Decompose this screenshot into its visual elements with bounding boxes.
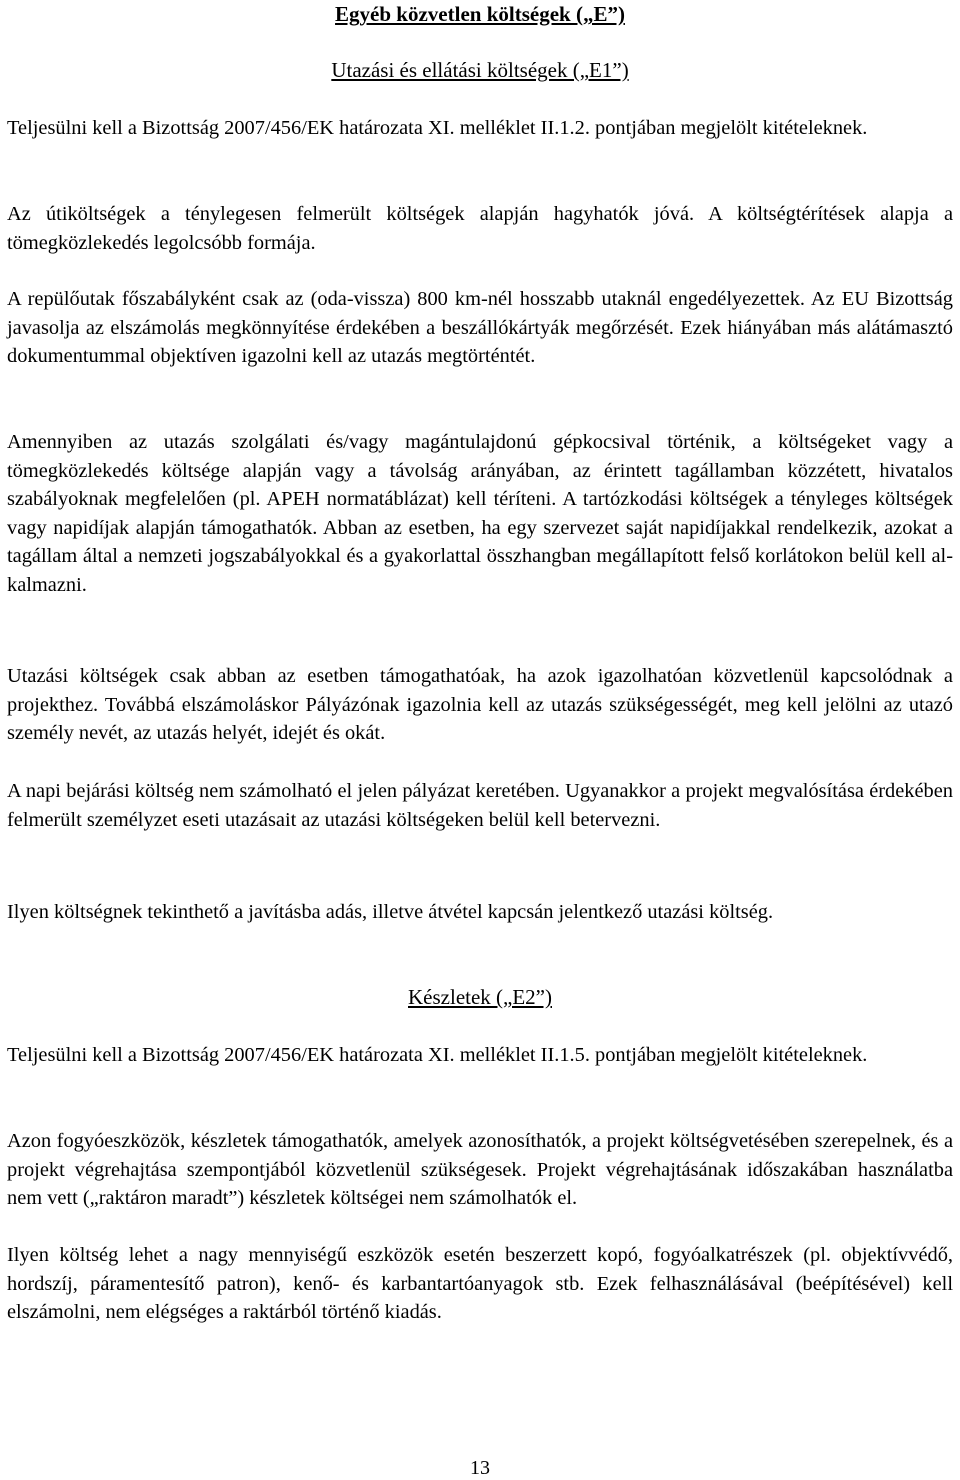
paragraph-commuting: A napi bejárási költség nem számolható el jelen pályázat keretében. Ugyanakkor a projekt megvalósítása érdekében felmerült személyzet eseti utazásait az utazási költségeken belül kell betervezni. — [7, 780, 953, 831]
paragraph-repair-travel: Ilyen költségnek tekinthető a javításba adás, illetve átvétel kapcsán jelentkező utazási költség. — [7, 901, 774, 923]
paragraph-supplies-requirements: Teljesülni kell a Bizottság 2007/456/EK határozata XI. melléklet II.1.5. pontjában megjelölt kitételeknek. — [7, 1044, 868, 1066]
paragraph-flights: A repülőutak főszabályként csak az (oda-vissza) 800 km-nél hosszabb utaknál engedélyezettek. Az EU Bizottság javasolja az elszámolás megkönnyítése érdekében a beszállókártyák megőrzését. Ezek hiányában más alátámasztó dokumentummal objektíven igazolni kell az utazás megtörténtét. — [7, 288, 953, 367]
document-title: Egyéb közvetlen költségek („E”) — [335, 2, 625, 26]
paragraph-supplies-eligibility: Azon fogyóeszközök, készletek támogathatók, amelyek azonosíthatók, a projekt költségvetésében szerepelnek, és a projekt végrehajtása szempontjából közvetlenül szükségesek. Projekt végrehajtásának időszakában használatba nem vett („raktáron maradt”) készletek költségei nem számolhatók el. — [7, 1130, 953, 1209]
paragraph-travel-requirements: Teljesülni kell a Bizottság 2007/456/EK határozata XI. melléklet II.1.2. pontjában megjelölt kitételeknek. — [7, 117, 868, 139]
section-heading-supplies: Készletek („E2”) — [408, 985, 552, 1009]
page-number: 13 — [470, 1457, 490, 1479]
paragraph-car-travel: Amennyiben az utazás szolgálati és/vagy magántulajdonú gépkocsival történik, a költségeket vagy a tömegközlekedés költsége alapján vagy a távolság arányában, az érintett tagállamban közzétett, hivatalos szabályoknak megfelelően (pl. APEH normatáblázat) kell téríteni. A tartózkodási költségek a tényleges költségek vagy napidíjak alapján támogathatók. Abban az esetben, ha egy szervezet saját napidíjakkal rendelkezik, azokat a tagállam által a nemzeti jogszabályokkal és a gyakorlattal összhangban megállapított felső korlátokon belül kell alkalmazni. — [7, 431, 953, 596]
paragraph-travel-costs: Az útiköltségek a ténylegesen felmerült költségek alapján hagyhatók jóvá. A költségtérítések alapja a tömegközlekedés legolcsóbb formája. — [7, 203, 953, 254]
section-heading-travel: Utazási és ellátási költségek („E1”) — [331, 58, 629, 82]
paragraph-supplies-examples: Ilyen költség lehet a nagy mennyiségű eszközök esetén beszerzett kopó, fogyóalkatrészek (pl. objektívvédő, hordszíj, páramentesítő patron), kenő- és karbantartóanyagok stb. Ezek felhasználásával (beépítésével) kell elszámolni, nem elégséges a raktárból történő kiadás. — [7, 1244, 953, 1323]
paragraph-travel-eligibility: Utazási költségek csak abban az esetben támogathatóak, ha azok igazolhatóan közvetlenül kapcsolódnak a projekthez. Továbbá elszámoláskor Pályázónak igazolnia kell az utazás szükségességét, meg kell jelölni az utazó személy nevét, az utazás helyét, idejét és okát. — [7, 665, 953, 744]
